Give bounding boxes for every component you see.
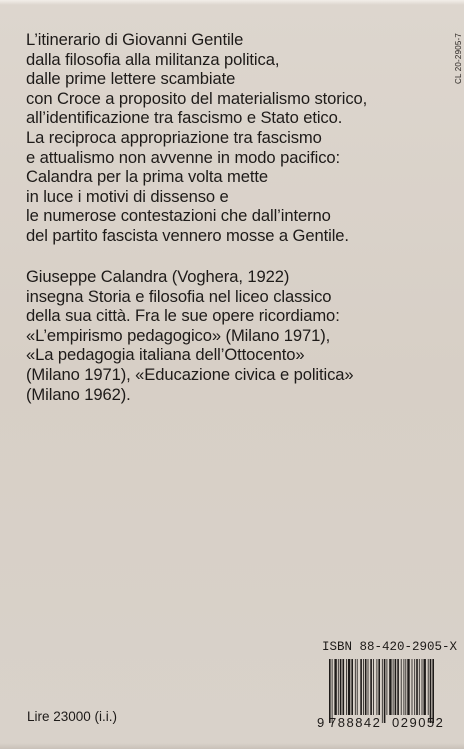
barcode-bar xyxy=(404,659,405,715)
barcode-bar xyxy=(393,659,394,715)
barcode-bar xyxy=(373,659,374,715)
barcode-bar xyxy=(346,659,347,715)
isbn-label: ISBN 88-420-2905-X xyxy=(322,640,458,654)
barcode-bar xyxy=(343,659,345,715)
barcode-bar xyxy=(370,659,372,715)
catalog-code: CL 20-2905-7 xyxy=(454,32,463,84)
barcode-bar xyxy=(338,659,339,715)
barcode-bar xyxy=(412,659,413,715)
barcode-bar xyxy=(334,659,336,715)
barcode-bar xyxy=(340,659,342,715)
barcode-left-digits: 788842 xyxy=(329,715,382,730)
barcode-bar xyxy=(351,659,353,715)
barcode-bar xyxy=(377,659,378,715)
barcode-bar xyxy=(419,659,420,715)
barcode-bar xyxy=(348,659,350,715)
barcode-bar xyxy=(416,659,418,715)
book-description: L’itinerario di Giovanni Gentile dalla filosofia alla militanza politica, dalle prime lettere scambiate con Croce a proposito del materialismo storico, all’identificazione tra fascismo e Stato etico. La reciproca appropriazione tra fascismo e attualismo non avvenne in modo pacifico: Calandra per la prima volta mette in luce i motivi di dissenso e le numerose contestazioni che dall’interno del partito fascista vennero mosse a Gentile. xyxy=(26,30,368,245)
barcode-bar xyxy=(422,659,423,715)
barcode-bar xyxy=(432,659,434,723)
barcode-image xyxy=(329,659,449,723)
barcode-bar xyxy=(424,659,426,715)
isbn-barcode-block xyxy=(317,640,458,736)
barcode-bar xyxy=(405,659,406,715)
barcode-bar xyxy=(384,659,386,723)
barcode-bar xyxy=(365,659,367,715)
barcode-bar xyxy=(382,659,383,723)
barcode-bar xyxy=(387,659,388,715)
cover-bottom-edge xyxy=(0,743,464,749)
author-biography: Giuseppe Calandra (Voghera, 1922) insegna Storia e filosofia nel liceo classico della sua città. Fra le sue opere ricordiamo: «L’empirismo pedagogico» (Milano 1971), «La pedagogia italiana dell’Ottocento» (Milano 1971), «Educazione civica e politica» (Milano 1962). xyxy=(26,267,354,404)
barcode-bar xyxy=(397,659,399,715)
cover-top-edge xyxy=(0,0,464,5)
barcode-bar xyxy=(360,659,362,715)
barcode-bar xyxy=(401,659,402,715)
barcode-bar xyxy=(414,659,415,715)
barcode-bar xyxy=(428,659,429,715)
barcode-bar xyxy=(407,659,409,715)
barcode-digits xyxy=(317,715,457,730)
price-label: Lire 23000 (i.i.) xyxy=(27,709,118,724)
barcode-bar xyxy=(368,659,369,715)
barcode-right-digits: 029052 xyxy=(392,715,445,730)
barcode-bar xyxy=(389,659,391,715)
barcode-bar xyxy=(357,659,358,715)
barcode-bar xyxy=(430,659,432,723)
barcode-first-digit: 9 xyxy=(317,715,325,730)
barcode-bar xyxy=(378,659,380,715)
barcode-bar xyxy=(329,659,331,723)
barcode-bar xyxy=(363,659,364,715)
barcode-bar xyxy=(332,659,333,723)
barcode-bar xyxy=(395,659,397,715)
barcode-bar xyxy=(355,659,356,715)
